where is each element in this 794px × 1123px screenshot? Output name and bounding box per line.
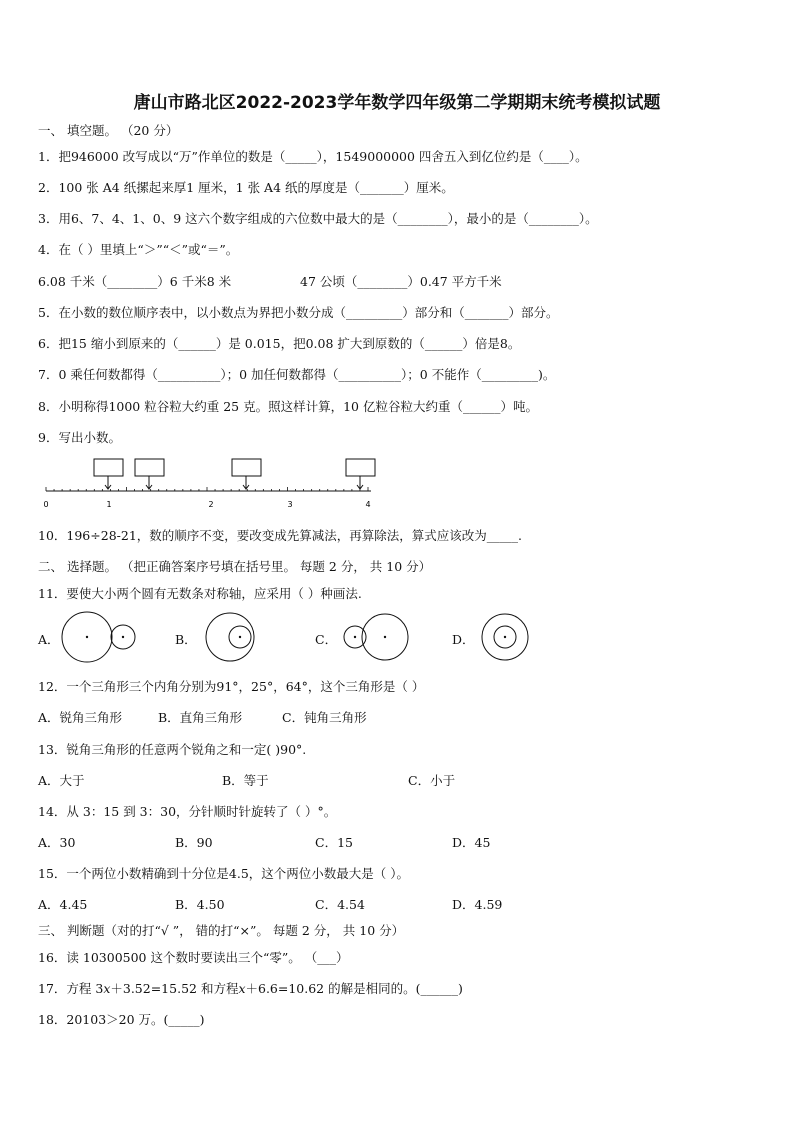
answer-box-1: [94, 459, 123, 489]
question-15: 15．一个两位小数精确到十分位是4.5，这个两位小数最大是（ ）。: [38, 866, 410, 881]
question-5: 5．在小数的数位顺序表中，以小数点为界把小数分成（_________）部分和（_______）部分。: [38, 305, 559, 320]
answer-box-4: [346, 459, 375, 489]
q12-option-a: A．锐角三角形: [38, 710, 123, 725]
question-6: 6．把15 缩小到原来的（______）是 0.015，把0.08 扩大到原数的（______）倍是8。: [38, 336, 521, 351]
q12-option-c: C．钝角三角形: [282, 710, 367, 725]
number-line-ticks: [46, 487, 368, 491]
question-18: 18．20103＞20 万。(_____): [38, 1012, 205, 1027]
tick-label-2: 2: [208, 500, 214, 509]
answer-box-2: [135, 459, 164, 489]
question-9: 9．写出小数。: [38, 430, 121, 445]
tick-label-4: 4: [365, 500, 371, 509]
tick-label-1: 1: [106, 500, 112, 509]
q15-option-c: C．4.54: [315, 897, 365, 912]
question-7: 7．0 乘任何数都得（__________）；0 加任何数都得（__________）；0 不能作（_________)。: [38, 367, 556, 382]
q13-option-a: A．大于: [38, 773, 85, 788]
question-16: 16．读 10300500 这个数时要读出三个“零”。 （___）: [38, 950, 349, 965]
question-17: 17．方程 3𝑥＋3.52=15.52 和方程𝑥＋6.6=10.62 的解是相同的。(______): [38, 981, 463, 996]
question-11: 11．要使大小两个圆有无数条对称轴，应采用（ ）种画法.: [38, 586, 362, 601]
q14-option-a: A．30: [38, 835, 76, 850]
q15-option-b: B．4.50: [175, 897, 225, 912]
q14-option-d: D．45: [452, 835, 491, 850]
question-13: 13．锐角三角形的任意两个锐角之和一定( )90°.: [38, 742, 307, 757]
q11-option-a-figure: [60, 610, 140, 666]
answer-box-3: [232, 459, 261, 489]
q13-option-c: C．小于: [408, 773, 456, 788]
page-title: 唐山市路北区2022-2023学年数学四年级第二学期期末统考模拟试题: [133, 93, 661, 113]
question-4-part-b: 47 公顷（________）0.47 平方千米: [300, 274, 502, 289]
question-2: 2．100 张 A4 纸摞起来厚1 厘米，1 张 A4 纸的厚度是（_______）厘米。: [38, 180, 454, 195]
q14-option-b: B．90: [175, 835, 213, 850]
q14-option-c: C．15: [315, 835, 353, 850]
q11-option-b-label: B．: [175, 632, 197, 647]
question-1: 1．把946000 改写成以“万”作单位的数是（_____），1549000000 四舍五入到亿位约是（____）。: [38, 149, 588, 164]
number-line-figure: [38, 455, 378, 511]
q15-option-a: A．4.45: [38, 897, 88, 912]
section-heading-choice: 二、 选择题。 （把正确答案序号填在括号里。 每题 2 分， 共 10 分）: [38, 559, 432, 574]
question-3: 3．用6、7、4、1、0、9 这六个数字组成的六位数中最大的是（________），最小的是（________）。: [38, 211, 598, 226]
q12-option-b: B．直角三角形: [158, 710, 243, 725]
section-heading-judgment: 三、 判断题（对的打“√ ”， 错的打“×”。 每题 2 分， 共 10 分）: [38, 923, 405, 938]
question-8: 8．小明称得1000 粒谷粒大约重 25 克。照这样计算，10 亿粒谷粒大约重（______）吨。: [38, 399, 538, 414]
section-heading-fill-blank: 一、 填空题。 （20 分）: [38, 123, 179, 138]
q15-option-d: D．4.59: [452, 897, 503, 912]
question-14: 14．从 3：15 到 3：30，分针顺时针旋转了（ ）°。: [38, 804, 337, 819]
tick-label-3: 3: [287, 500, 293, 509]
q11-option-d-label: D．: [452, 632, 475, 647]
q13-option-b: B．等于: [222, 773, 269, 788]
tick-label-0: 0: [43, 500, 49, 509]
question-4: 4．在（ ）里填上“＞”“＜”或“＝”。: [38, 242, 239, 257]
question-4-part-a: 6.08 千米（________）6 千米8 米: [38, 274, 232, 289]
q11-option-d-figure: [478, 610, 534, 666]
question-10: 10．196÷28-21，数的顺序不变，要改变成先算减法，再算除法，算式应该改为_____.: [38, 528, 522, 543]
q11-option-b-figure: [204, 610, 260, 666]
q11-option-c-figure: [340, 610, 412, 666]
question-12: 12．一个三角形三个内角分别为91°，25°，64°，这个三角形是（ ）: [38, 679, 425, 694]
q11-option-a-label: A．: [38, 632, 60, 647]
q11-option-c-label: C．: [315, 632, 338, 647]
